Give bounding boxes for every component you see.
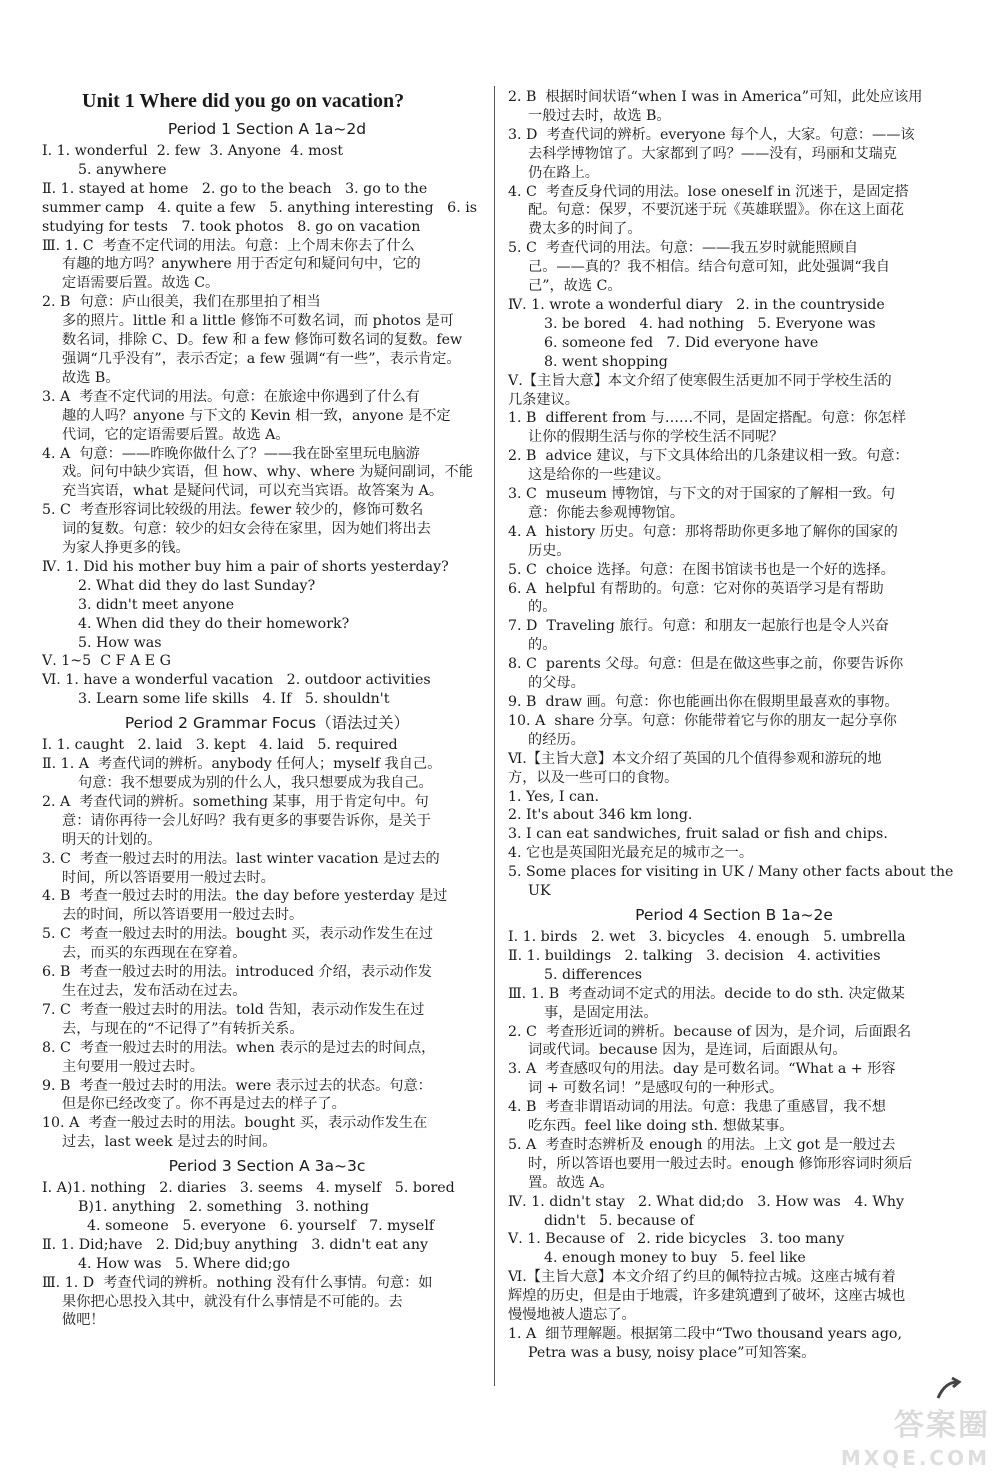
answer-line: 9. B draw 画。句意：你也能画出你在假期里最喜欢的事物。: [508, 694, 899, 710]
answer-line: 4. When did they do their homework?: [78, 615, 350, 632]
answer-line: 8. C 考查一般过去时的用法。when 表示的是过去的时间点，: [42, 1039, 436, 1056]
period-heading: Period 2 Grammar Focus（语法过关）: [124, 714, 410, 733]
answer-line: 2. C 考查形近词的辨析。because of 因为，是介词，后面跟名: [508, 1023, 912, 1040]
answer-line: 做吧！: [62, 1312, 105, 1329]
answer-line: 生在过去，发布活动在过去。: [62, 982, 247, 999]
answer-line: Ⅱ. 1. stayed at home 2. go to the beach 3. go to the: [42, 180, 428, 197]
answer-line: 6. B 考查一般过去时的用法。introduced 介绍，表示动作发: [42, 964, 432, 981]
left-column: [42, 86, 492, 1330]
right-column: [508, 88, 960, 1363]
answer-line: 几条建议。: [508, 391, 579, 408]
answer-line: 时间，所以答语要用一般过去时。: [62, 869, 275, 886]
answer-line: 数名词，排除 C、D。few 和 a few 修饰可数名词的复数。few: [62, 332, 463, 349]
answer-line: 3. C 考查一般过去时的用法。last winter vacation 是过去的: [42, 850, 440, 867]
answer-line: 这是给你的一些建议。: [528, 467, 670, 484]
watermark-logo: [812, 1408, 990, 1474]
answer-line: Ⅳ. 1. didn't stay 2. What did;do 3. How was 4. Why: [508, 1193, 905, 1210]
answer-line: 5. C 考查代词的用法。句意：——我五岁时就能照顾自: [508, 240, 859, 257]
answer-line: 为家人挣更多的钱。: [62, 540, 190, 557]
answer-line: 7. D Traveling 旅行。句意：和朋友一起旅行也是令人兴奋: [508, 618, 889, 635]
answer-line: 3. didn't meet anyone: [78, 596, 235, 613]
answer-line: 3. C museum 博物馆，与下文的对于国家的了解相一致。句: [508, 486, 896, 503]
answer-line: 去，与现在的“不记得了”有转折关系。: [62, 1020, 304, 1037]
answer-line: 2. What did they do last Sunday?: [78, 577, 316, 594]
answer-line: Ⅲ. 1. D 考查代词的辨析。nothing 没有什么事情。句意：如: [42, 1274, 433, 1291]
answer-line: 1. Yes, I can.: [508, 788, 600, 805]
answer-line: 方，以及一些可口的食物。: [508, 769, 679, 786]
answer-line: 去，而买的东西现在在穿着。: [62, 945, 247, 962]
answer-line: Ⅳ. 1. wrote a wonderful diary 2. in the countryside: [508, 296, 885, 313]
answer-line: 句意：我不想要成为别的什么人，我只想要成为我自己。: [78, 775, 433, 791]
answer-line: Ⅱ. 1. Did;have 2. Did;buy anything 3. didn't eat any: [42, 1236, 428, 1253]
answer-line: 但是你已经改变了。你不再是过去的样子了。: [62, 1096, 346, 1113]
period-heading: Period 1 Section A 1a~2d: [167, 120, 367, 138]
answer-line: 4. A history 历史。句意：那将帮助你更多地了解你的国家的: [508, 523, 898, 540]
answer-line: 费太多的时间了。: [528, 221, 642, 238]
answer-line: 5. anywhere: [78, 161, 167, 178]
answer-line: 7. C 考查一般过去时的用法。told 告知，表示动作发生在过: [42, 1001, 425, 1018]
answer-line: 慢慢地被人遗忘了。: [508, 1307, 636, 1324]
answer-line: 明天的计划的。: [62, 831, 162, 848]
answer-line: 3. A 考查不定代词的用法。句意：在旅途中你遇到了什么有: [42, 388, 420, 405]
answer-line: Ⅲ. 1. C 考查不定代词的用法。句意：上个周末你去了什么: [42, 237, 415, 254]
answer-line: 强调“几乎没有”，表示否定；a few 强调“有一些”，表示肯定。: [62, 350, 461, 367]
right-column-content: [508, 88, 960, 1363]
answer-line: Ⅱ. 1. buildings 2. talking 3. decision 4. activities: [508, 947, 881, 964]
answer-line: Ⅵ.【主旨大意】本文介绍了约旦的佩特拉古城。这座古城有着: [508, 1269, 896, 1286]
answer-line: 的经历。: [528, 731, 585, 748]
answer-line: 3. I can eat sandwiches, fruit salad or fish and chips.: [508, 826, 888, 843]
answer-line: 4. someone 5. everyone 6. yourself 7. myself: [78, 1217, 435, 1234]
answer-line: Ⅰ. 1. wonderful 2. few 3. Anyone 4. most: [42, 143, 344, 159]
unit-title: Unit 1 Where did you go on vacation?: [82, 90, 405, 112]
answer-line: summer camp 4. quite a few 5. anything interesting 6. is: [42, 199, 478, 216]
answer-line: 代词，它的定语需要后置。故选 A。: [62, 426, 290, 443]
answer-line: 意：你能去参观博物馆。: [528, 504, 685, 521]
watermark-text: 答案圈: [894, 1408, 990, 1443]
answer-line: 5. C 考查形容词比较级的用法。fewer 较少的，修饰可数名: [42, 502, 424, 519]
answer-line: 1. B different from 与……不同，是固定搭配。句意：你怎样: [508, 410, 907, 427]
answer-line: 置。故选 A。: [528, 1174, 614, 1191]
answer-line: 去科学博物馆了。大家都到了吗？——没有，玛丽和艾瑞克: [528, 145, 897, 162]
answer-line: Ⅰ. A)1. nothing 2. diaries 3. seems 4. myself 5. bored: [42, 1180, 455, 1197]
answer-line: 8. C parents 父母。句意：但是在做这些事之前，你要告诉你: [508, 656, 904, 673]
answer-line: Ⅲ. 1. B 考查动词不定式的用法。decide to do sth. 决定做某: [508, 985, 905, 1002]
answer-line: 3. be bored 4. had nothing 5. Everyone was: [544, 315, 876, 332]
answer-line: Ⅴ. 1. Because of 2. ride bicycles 3. too many: [508, 1231, 845, 1248]
answer-line: 3. Learn some life skills 4. If 5. shouldn't: [78, 691, 390, 708]
page-corner-arrow-icon: [934, 1376, 962, 1404]
answer-line: 5. How was: [78, 634, 162, 651]
answer-line: studying for tests 7. took photos 8. go on vacation: [42, 218, 421, 235]
answer-line: 果你把心思投入其中，就没有什么事情是不可能的。去: [62, 1293, 403, 1310]
answer-line: 5. Some places for visiting in UK / Many other facts about the: [508, 864, 954, 881]
answer-line: 9. B 考查一般过去时的用法。were 表示过去的状态。句意：: [42, 1077, 432, 1094]
answer-line: 的父母。: [528, 675, 585, 692]
answer-line: 2. A 考查代词的辨析。something 某事，用于肯定句中。句: [42, 793, 429, 810]
answer-line: 有趣的地方吗？anywhere 用于否定句和疑问句中，它的: [62, 256, 421, 273]
answer-line: didn't 5. because of: [544, 1212, 695, 1229]
answer-line: Ⅵ. 1. have a wonderful vacation 2. outdoor activities: [42, 672, 431, 689]
answer-line: 5. C choice 选择。句意：在图书馆读书也是一个好的选择。: [508, 561, 895, 578]
answer-line: 词的复数。句意：较少的妇女会待在家里，因为她们将出去: [62, 521, 431, 538]
answer-line: Ⅱ. 1. A 考查代词的辨析。anybody 任何人；myself 我自己。: [42, 756, 442, 773]
answer-line: 的。: [528, 637, 557, 654]
answer-line: 10. A 考查一般过去时的用法。bought 买，表示动作发生在: [42, 1115, 428, 1132]
answer-line: 定语需要后置。故选 C。: [62, 275, 220, 292]
answer-line: 仍在路上。: [528, 164, 599, 181]
answer-line: 己”，故选 C。: [528, 278, 622, 295]
answer-line: Ⅴ. 1~5 C F A E G: [42, 653, 171, 670]
answer-line: 4. enough money to buy 5. feel like: [544, 1250, 806, 1267]
answer-line: 去的时间，所以答语要用一般过去时。: [62, 907, 304, 924]
answer-line: Ⅴ.【主旨大意】本文介绍了使寒假生活更加不同于学校生活的: [508, 372, 892, 389]
answer-line: 意：请你再待一会儿好吗？我有更多的事要告诉你，是关于: [62, 812, 431, 829]
answer-line: 戏。问句中缺少宾语，但 how、why、where 为疑问副词，不能: [62, 464, 473, 481]
answer-line: 趣的人吗？anyone 与下文的 Kevin 相一致，anyone 是不定: [62, 407, 451, 424]
answer-line: 过去，last week 是过去的时间。: [62, 1134, 277, 1151]
answer-line: 吃东西。feel like doing sth. 想做某事。: [528, 1118, 794, 1135]
answer-line: 5. A 考查时态辨析及 enough 的用法。上文 got 是一般过去: [508, 1136, 896, 1153]
answer-line: 3. D 考查代词的辨析。everyone 每个人，大家。句意：——该: [508, 126, 915, 143]
answer-line: 词 + 可数名词！”是感叹句的一种形式。: [528, 1080, 784, 1097]
answer-line: 故选 B。: [62, 369, 120, 386]
answer-line: 4. B 考查非谓语动词的用法。句意：我患了重感冒，我不想: [508, 1099, 886, 1116]
answer-line: 6. someone fed 7. Did everyone have: [544, 334, 819, 351]
answer-line: UK: [528, 883, 551, 900]
answer-line: 10. A share 分享。句意：你能带着它与你的朋友一起分享你: [508, 712, 897, 729]
answer-line: 让你的假期生活与你的学校生活不同呢？: [528, 429, 784, 446]
answer-line: 1. A 细节理解题。根据第二段中“Two thousand years ago,: [508, 1326, 902, 1342]
answer-line: Ⅳ. 1. Did his mother buy him a pair of shorts yesterday?: [42, 558, 449, 575]
answer-line: 历史。: [528, 542, 571, 559]
answer-line: 主句要用一般过去时。: [62, 1058, 204, 1075]
answer-line: 4. 它也是英国阳光最充足的城市之一。: [508, 845, 754, 862]
answer-line: 6. A helpful 有帮助的。句意：它对你的英语学习是有帮助: [508, 580, 884, 597]
answer-line: 的。: [528, 599, 557, 616]
answer-line: 2. B 句意：庐山很美，我们在那里拍了相当: [42, 294, 321, 311]
answer-line: 2. It's about 346 km long.: [508, 807, 693, 824]
answer-line: B)1. anything 2. something 3. nothing: [78, 1199, 369, 1216]
answer-line: 5. differences: [544, 966, 643, 983]
answer-line: 2. B 根据时间状语“when I was in America”可知，此处应该用: [508, 89, 923, 105]
column-divider: [494, 86, 495, 1386]
answer-line: 多的照片。little 和 a little 修饰不可数名词，而 photos 是可: [62, 313, 454, 330]
answer-line: 3. A 考查感叹句的用法。day 是可数名词。“What a + 形容: [508, 1061, 896, 1078]
answer-line: Ⅰ. 1. birds 2. wet 3. bicycles 4. enough 5. umbrella: [508, 928, 906, 945]
answer-line: 4. C 考查反身代词的用法。lose oneself in 沉迷于，是固定搭: [508, 183, 909, 200]
answer-line: 充当宾语，what 是疑问代词，可以充当宾语。故答案为 A。: [62, 483, 444, 500]
answer-line: 时，所以答语也要用一般过去时。enough 修饰形容词时须后: [528, 1155, 913, 1172]
answer-line: 一般过去时，故选 B。: [528, 107, 671, 124]
answer-line: 4. B 考查一般过去时的用法。the day before yesterday 是过: [42, 888, 448, 905]
answer-line: 己。——真的？我不相信。结合句意可知，此处强调“我自: [528, 259, 890, 276]
answer-line: 事，是固定用法。: [544, 1004, 658, 1021]
answer-line: 5. C 考查一般过去时的用法。bought 买，表示动作发生在过: [42, 926, 434, 943]
left-column-content: [42, 118, 492, 1330]
answer-line: 辉煌的历史，但是由于地震，许多建筑遭到了破坏，这座古城也: [508, 1288, 906, 1305]
answer-line: 配。句意：保罗，不要沉迷于玩《英雄联盟》。你在这上面花: [528, 202, 904, 219]
answer-line: 词或代词。because 因为，是连词，后面跟从句。: [528, 1042, 847, 1059]
answer-line: Ⅰ. 1. caught 2. laid 3. kept 4. laid 5. required: [42, 737, 398, 754]
period-heading: Period 3 Section A 3a~3c: [168, 1157, 366, 1176]
answer-line: 2. B advice 建议，与下文具体给出的几条建议相一致。句意：: [508, 448, 909, 465]
answer-line: Petra was a busy, noisy place”可知答案。: [528, 1344, 816, 1361]
answer-line: 4. How was 5. Where did;go: [78, 1255, 290, 1272]
answer-line: Ⅵ.【主旨大意】本文介绍了英国的几个值得参观和游玩的地: [508, 750, 882, 767]
period-heading: Period 4 Section B 1a~2e: [635, 905, 833, 924]
answer-line: 4. A 句意：——昨晚你做什么了？——我在卧室里玩电脑游: [42, 445, 420, 462]
answer-line: 8. went shopping: [544, 353, 668, 370]
watermark-subtext: MXQE.COM: [840, 1446, 990, 1470]
